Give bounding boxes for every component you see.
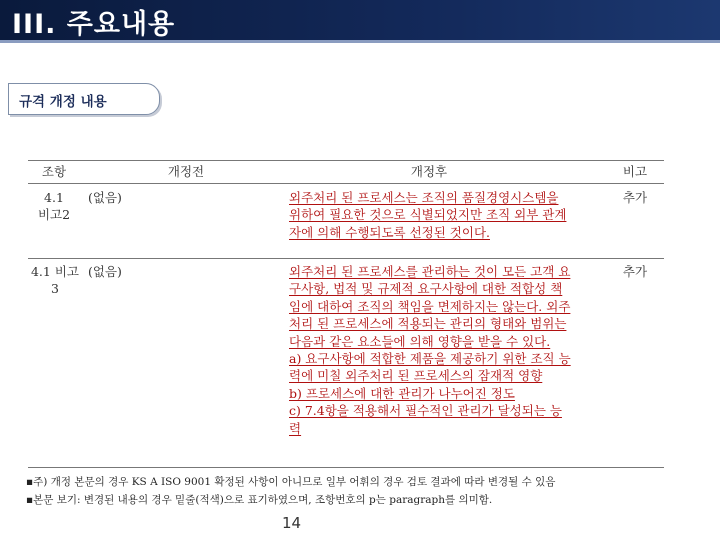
- table-top-rule: [28, 160, 664, 161]
- header-divider: [0, 40, 720, 43]
- row2-after: 외주처리 된 프로세스를 관리하는 것이 모든 고객 요구사항, 법적 및 규제적 요구사항에 대한 적합성 책임에 대하여 조직의 책임을 면제하지는 않는다. 외주처리 된 프로세스에 적용되는 관리의 형태와 범위는 다음과 같은 요소들에 의해 영향을 받을 수 있다. a) 요구사항에 적합한 제품을 제공하기 위한 조직 능력에 미칠 외주처리 된 프로세스의 잠재적 영향 b) 프로세스에 대한 관리가 나누어진 정도 c) 7.4항을 적용해서 필수적인 관리가 달성되는 능력: [289, 264, 571, 436]
- slide-header: [0, 0, 720, 40]
- section-label-box: [8, 83, 160, 115]
- table-bottom-rule: [28, 467, 664, 468]
- row1-after: 외주처리 된 프로세스는 조직의 품질경영시스템을 위하여 필요한 것으로 식별되었지만 조직 외부 관계자에 의해 수행되도록 선정된 것이다.: [289, 190, 567, 240]
- row2-remark: 추가: [622, 264, 648, 279]
- row2-clause: 4.1 비고3: [30, 264, 79, 297]
- header-remark: 비고: [622, 164, 648, 179]
- table-row-divider: [28, 258, 664, 259]
- row1-before: (없음): [88, 190, 122, 205]
- header-after: 개정후: [410, 164, 448, 179]
- row2-before: (없음): [88, 264, 122, 279]
- row1-remark: 추가: [622, 190, 648, 205]
- row1-clause: 4.1 비고2: [37, 190, 71, 223]
- page-number: 14: [282, 514, 302, 532]
- section-label: 규격 개정 내용: [19, 94, 107, 110]
- header-clause: 조항: [41, 164, 67, 179]
- footnote-2: ▪본문 보기: 변경된 내용의 경우 밑줄(적색)으로 표기하였으며, 조항번호의 p는 paragraph를 의미함.: [26, 494, 493, 506]
- table-header-rule: [28, 183, 664, 184]
- header-before: 개정전: [167, 164, 205, 179]
- footnote-1: ▪주) 개정 본문의 경우 KS A ISO 9001 확정된 사항이 아니므로 일부 어휘의 경우 검토 결과에 따라 변경될 수 있음: [26, 476, 556, 488]
- slide-title: III. 주요내용: [12, 9, 176, 40]
